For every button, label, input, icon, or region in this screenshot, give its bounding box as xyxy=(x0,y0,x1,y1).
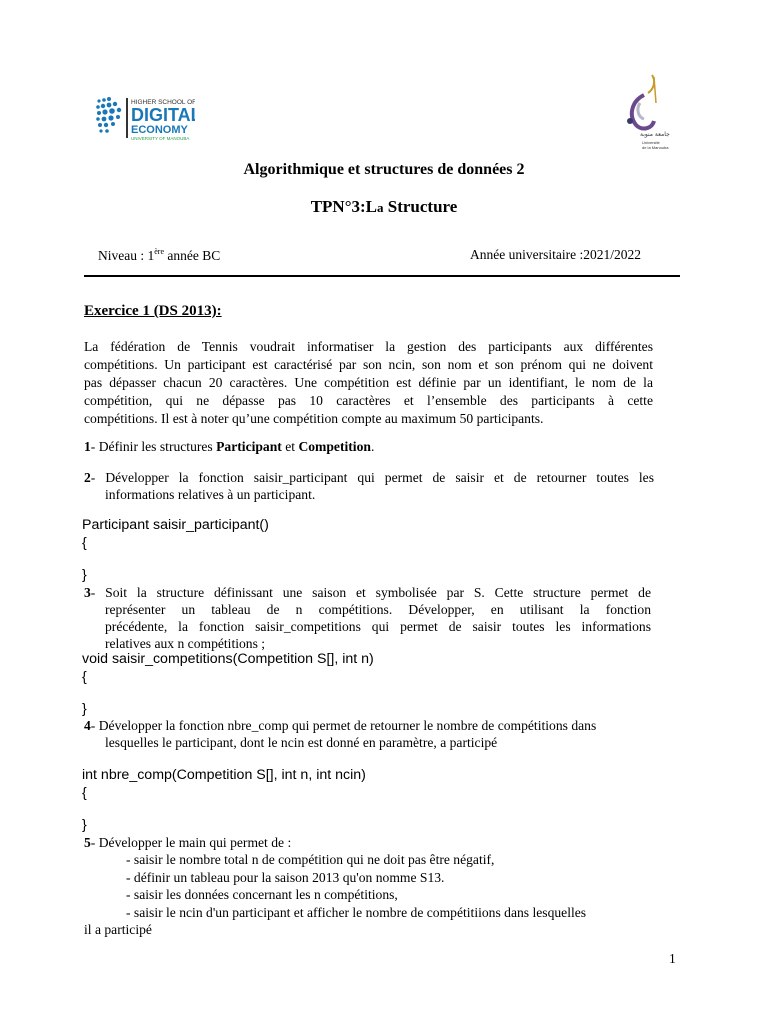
question-bold-term: Competition xyxy=(298,439,371,454)
exercise-title: Exercice 1 (DS 2013): xyxy=(84,303,222,319)
code-brace-open: { xyxy=(82,669,87,685)
course-title: Algorithmique et structures de données 2 xyxy=(243,161,525,178)
question-text: précédente, la fonction saisir_competitions qui permet de saisir toutes les informations xyxy=(105,619,651,634)
question-text: - Développer le main qui permet de : xyxy=(90,835,292,850)
question-number: 1 xyxy=(84,439,91,454)
question-text: et xyxy=(281,439,299,454)
page-number: 1 xyxy=(669,951,676,966)
question-number: 5 xyxy=(84,835,91,850)
intro-line: pas dépasser chacun 20 caractères. Une compétition est définie par un identifiant, le nom de la xyxy=(84,375,653,390)
code-signature: void saisir_competitions(Competition S[], int n) xyxy=(82,651,374,667)
university-logo xyxy=(618,73,674,153)
exercise-intro xyxy=(84,338,653,428)
question-text: - Développer la fonction saisir_participant qui permet de saisir et de retourner toutes les xyxy=(90,470,654,485)
tp-rest: Structure xyxy=(383,197,458,216)
list-item: - saisir les données concernant les n compétitions, xyxy=(126,887,398,902)
question-text: représenter un tableau de n compétitions. Développer, en utilisant la fonction xyxy=(105,602,651,617)
logo-line-2: DIGITAL xyxy=(131,105,195,125)
logo-line-3: ECONOMY xyxy=(131,124,188,136)
header-divider xyxy=(84,275,680,277)
intro-line: La fédération de Tennis voudrait informatiser la gestion des participants aux différentes xyxy=(84,339,653,354)
level-rest: année BC xyxy=(164,248,221,263)
question-number: 3 xyxy=(84,585,91,600)
logo-right-line-2: Université xyxy=(642,140,660,145)
question-1 xyxy=(84,438,374,455)
question-text: - Développer la fonction nbre_comp qui permet de retourner le nombre de compétitions dans xyxy=(90,718,597,733)
intro-line: compétitions. Il est à noter qu’une compétition compte au maximum 50 participants. xyxy=(84,411,544,426)
level-sup: ère xyxy=(154,247,165,256)
list-item-tail: il a participé xyxy=(84,922,152,937)
question-4 xyxy=(84,717,664,751)
code-brace-close: } xyxy=(82,701,87,717)
question-text: relatives aux n compétitions ; xyxy=(105,636,266,651)
question-text: lesquelles le participant, dont le ncin est donné en paramètre, a participé xyxy=(105,735,498,750)
logo-line-4: UNIVERSITY OF MANOUBA xyxy=(131,136,190,141)
code-brace-open: { xyxy=(82,785,87,801)
logo-right-line-3: de la Manouba xyxy=(642,145,669,150)
list-item: - définir un tableau pour la saison 2013 qu'on nomme S13. xyxy=(126,869,445,885)
code-signature: int nbre_comp(Competition S[], int n, int ncin) xyxy=(82,767,366,783)
question-text: . xyxy=(370,439,375,454)
code-brace-open: { xyxy=(82,535,87,551)
tp-prefix: TPN°3: xyxy=(310,197,366,216)
logo-right-line-1: جامعة منوبة xyxy=(640,131,670,138)
logo-line-1: HIGHER SCHOOL OF xyxy=(131,99,195,106)
question-text: informations relatives à un participant. xyxy=(105,487,316,502)
question-5 xyxy=(84,834,664,939)
code-signature: Participant saisir_participant() xyxy=(82,517,269,533)
level-label: Niveau : 1 xyxy=(98,248,155,263)
list-item: - saisir le nombre total n de compétition qui ne doit pas être négatif, xyxy=(126,852,495,867)
tp-first-letter: L xyxy=(365,197,377,216)
code-brace-close: } xyxy=(82,567,87,583)
question-number: 2 xyxy=(84,470,91,485)
question-number: 4 xyxy=(84,718,91,733)
code-block-3 xyxy=(82,766,366,834)
question-text: - Définir les structures xyxy=(90,439,217,454)
question-bold-term: Participant xyxy=(216,439,282,454)
tp-title xyxy=(0,197,768,217)
question-text: - Soit la structure définissant une saison et symbolisée par S. Cette structure permet de xyxy=(90,585,651,600)
code-block-1 xyxy=(82,516,269,584)
question-3 xyxy=(84,584,651,652)
question-2 xyxy=(84,469,654,503)
intro-line: compétitions. Un participant est caractérisé par son ncin, son nom et son prénom qui ne doivent xyxy=(84,357,653,372)
code-block-2 xyxy=(82,650,374,718)
code-brace-close: } xyxy=(82,817,87,833)
academic-year: Année universitaire :2021/2022 xyxy=(470,247,641,262)
school-logo xyxy=(95,95,195,143)
list-item: - saisir le ncin d'un participant et afficher le nombre de compétitiions dans lesquelles xyxy=(126,904,587,920)
level xyxy=(98,247,220,264)
intro-line: compétition, qui ne dépasse pas 10 caractères et l’ensemble des participants à cette xyxy=(84,393,653,408)
tp-small-caps: a xyxy=(377,200,384,215)
